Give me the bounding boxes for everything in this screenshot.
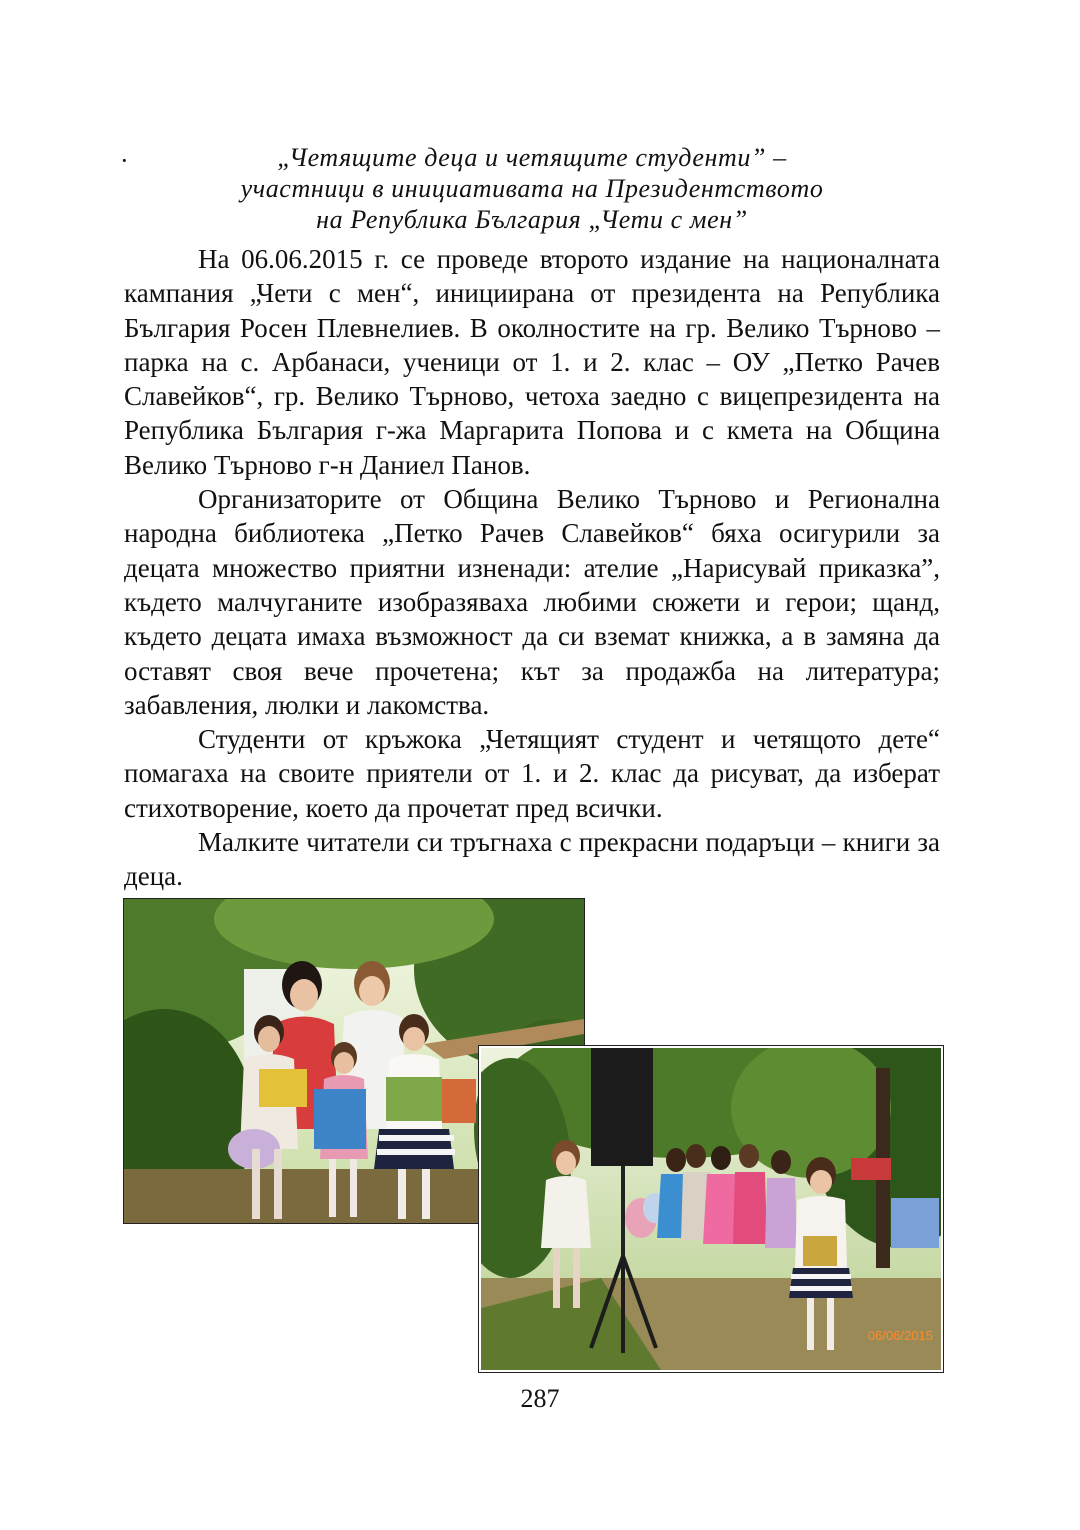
photo-children-in-park-image [481, 1048, 941, 1370]
paragraph-3: Студенти от кръжока „Четящият студент и четящото дете“ помагаха на своите приятели от 1. и 2. клас да рисуват, да изберат стихотворение, което да прочетат пред всички. [124, 724, 940, 823]
title-line-1: „Четящите деца и четящите студенти” – [277, 143, 787, 172]
paragraph-2: Организаторите от Община Велико Търново и Регионална народна библиотека „Петко Рачев Славейков“ бяха осигурили за децата множество приятни изненади: ателие „Нарисувай приказка”, където малчуганите изобразяваха любими сюжети и герои; щанд, където децата имаха възможност да си вземат книжка, а в замяна да оставят своя вече прочетена; кът за продажба на литература; забавления, люлки и лакомства. [124, 484, 940, 720]
paragraph-1: На 06.06.2015 г. се проведе второто издание на националната кампания „Чети с мен“, инициирана от президента на Република България Росен Плевнелиев. В околностите на гр. Велико Търново – парка на с. Арбанаси, ученици от 1. и 2. клас – ОУ „Петко Рачев Славейков“, гр. Велико Търново, четоха заедно с вицепрезидента на Република България г-жа Маргарита Попова и с кмета на Община Велико Търново г-н Даниел Панов. [124, 244, 940, 480]
title-line-3: на Република България „Чети с мен” [316, 205, 748, 234]
title-bullet: · [120, 146, 129, 175]
title-line-2: участници в инициативата на Президентството [240, 174, 824, 203]
article-body [124, 242, 940, 894]
photo-children-in-park [479, 1046, 943, 1372]
paragraph-4: Малките читатели си тръгнаха с прекрасни подаръци – книги за деца. [124, 827, 940, 892]
photo-datestamp: 06/06/2015 [867, 1328, 933, 1343]
article-title [124, 142, 940, 235]
page-number: 287 [520, 1384, 560, 1413]
